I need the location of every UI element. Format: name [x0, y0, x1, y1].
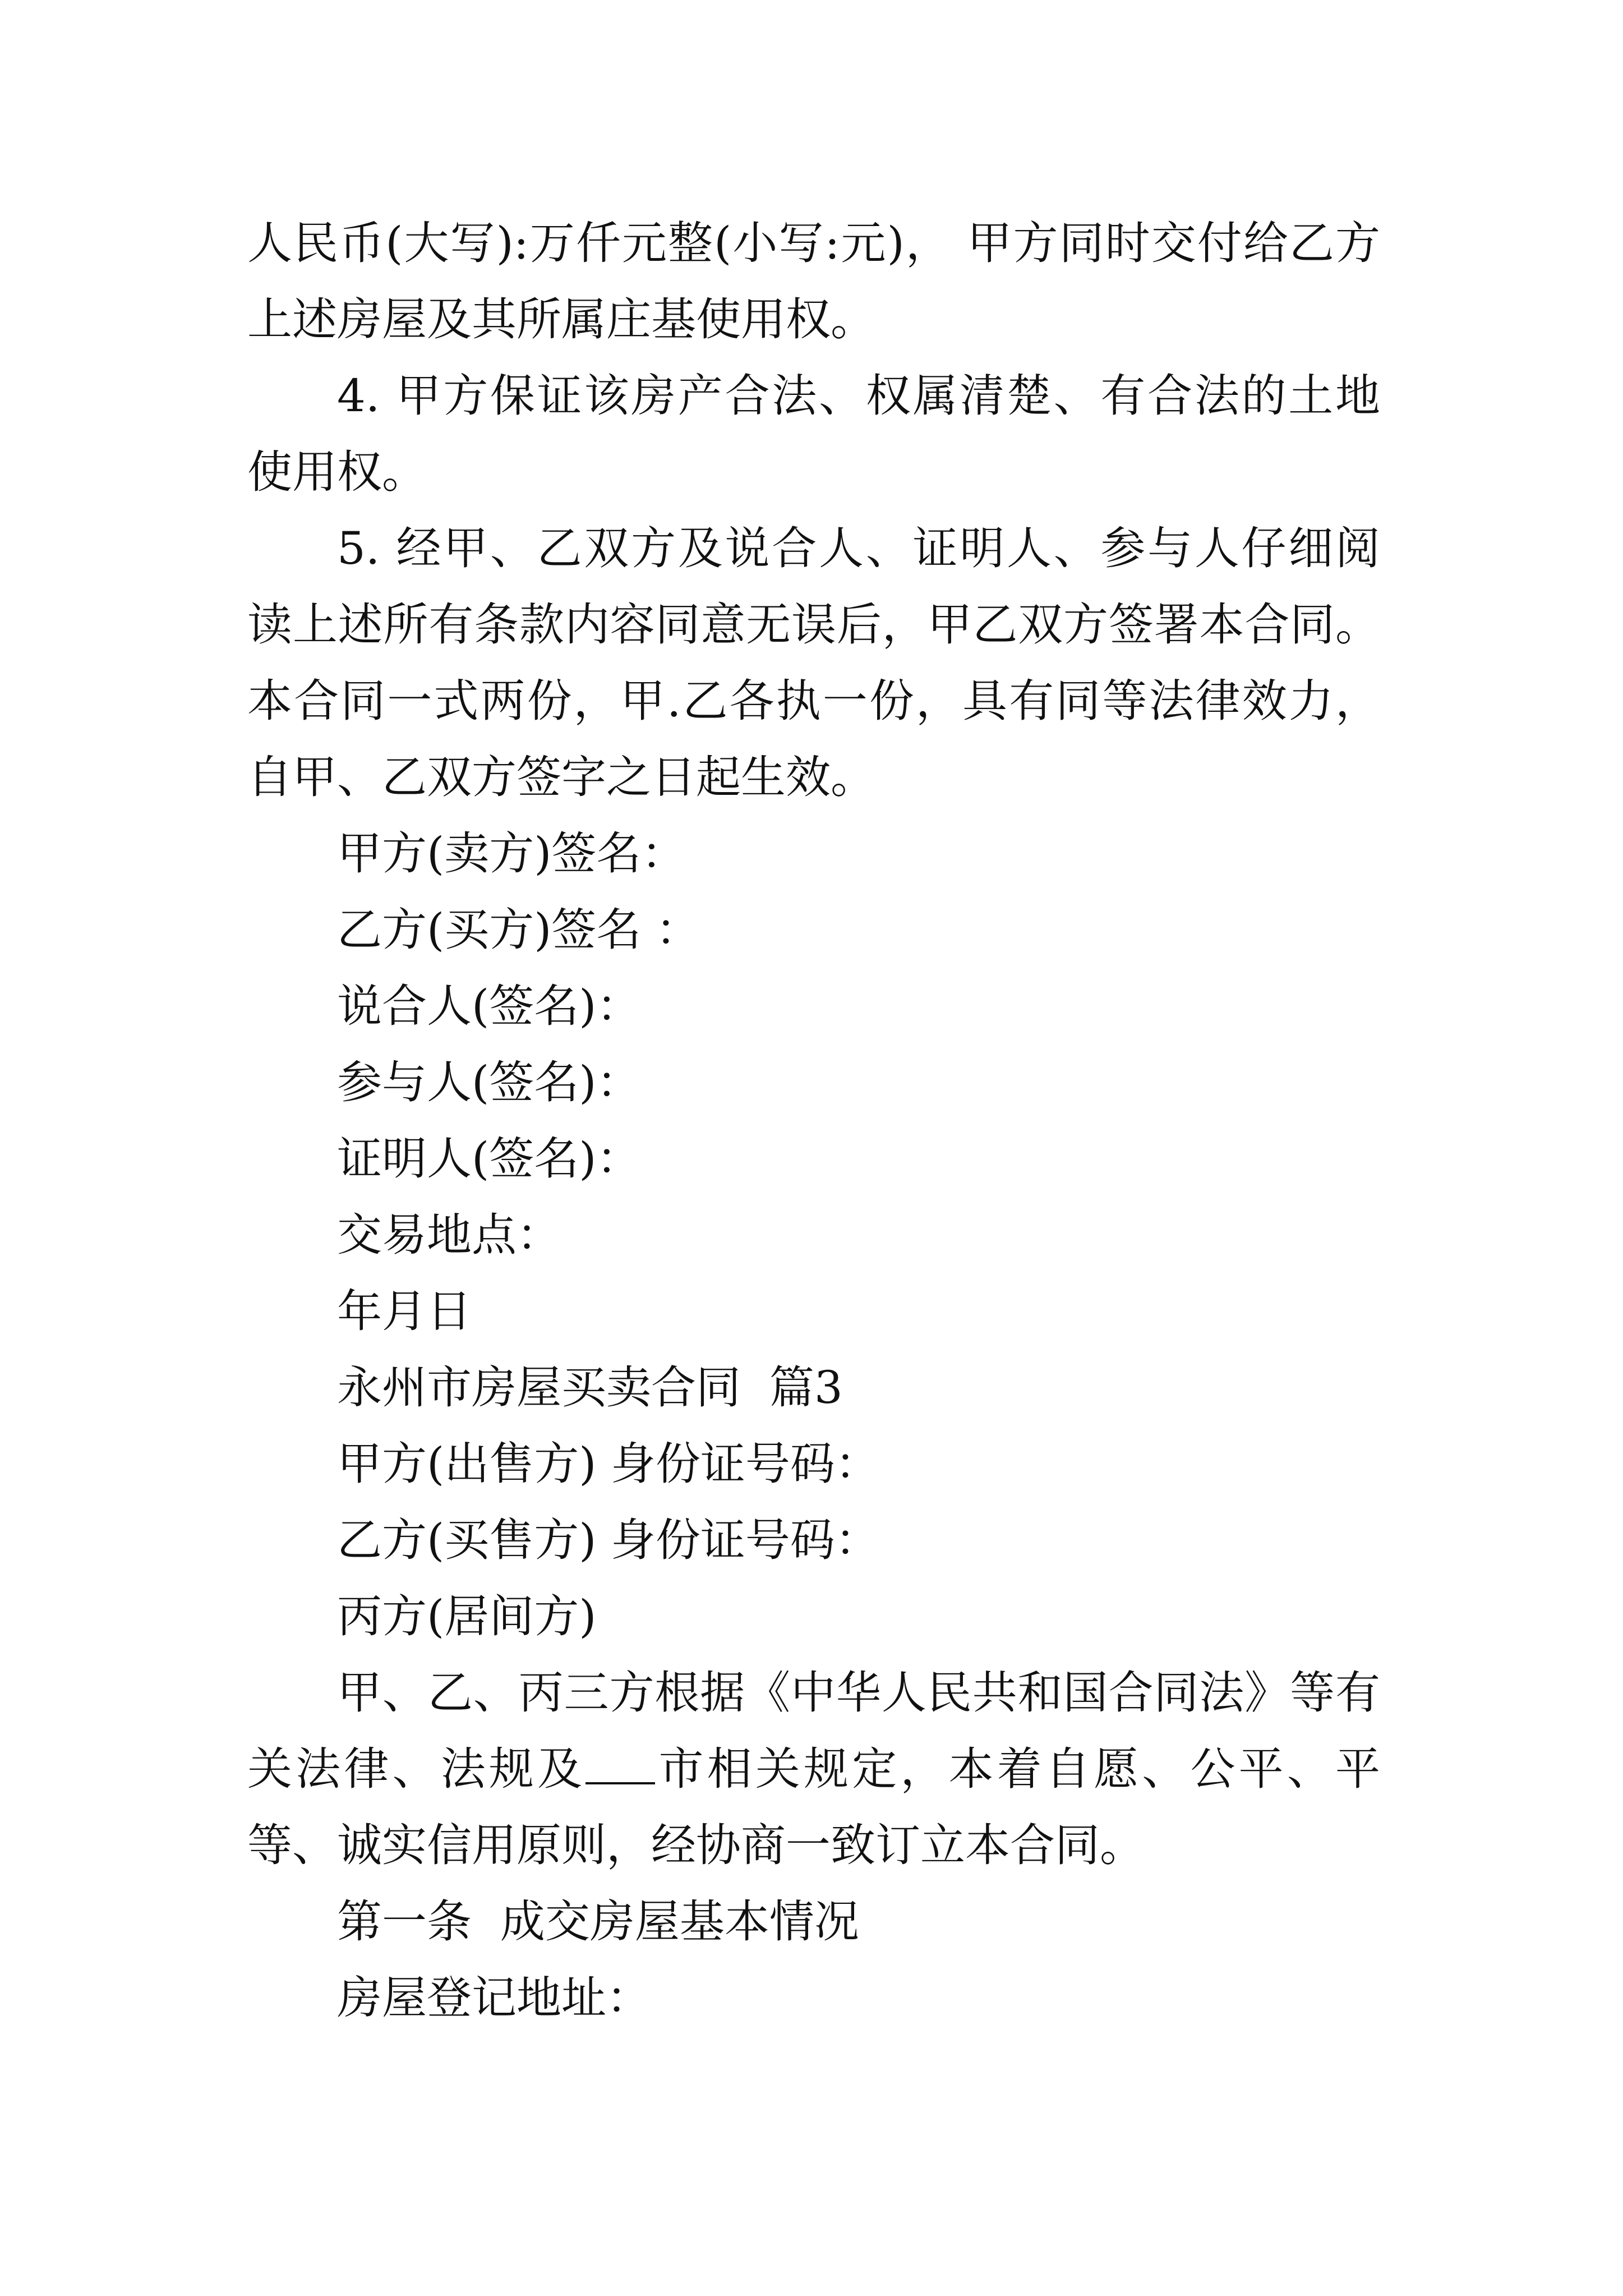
intermediary-signature-line: 说合人(签名)：: [337, 980, 642, 1032]
intro-paragraph: [247, 1655, 1380, 1884]
payment-paragraph: 人民币(大写):万仟元整(小写:元)， 甲方同时交付给乙方上述房屋及其所属庄基使用权。: [247, 217, 1380, 346]
clause-5-paragraph: 5. 经甲、乙双方及说合人、证明人、参与人仔细阅读上述所有条款内容同意无误后，甲乙双方签署本合同。本合同一式两份，甲.乙各执一份，具有同等法律效力，自甲、乙双方签字之日起生效。: [247, 522, 1380, 803]
party-b-line: 乙方(买售方) 身份证号码：: [337, 1514, 880, 1566]
intro-text-part2: 市相关规定，本着自愿、公平、平等、诚实信用原则，经协商一致订立本合同。: [247, 1743, 1381, 1871]
transaction-place-line: 交易地点：: [337, 1209, 561, 1261]
date-line: 年月日: [337, 1285, 472, 1337]
participant-signature-line: 参与人(签名)：: [337, 1056, 642, 1108]
seller-signature-line: 甲方(卖方)签名：: [337, 827, 686, 880]
witness-signature-line: 证明人(签名)：: [337, 1133, 642, 1185]
party-c-line: 丙方(居间方): [337, 1590, 597, 1642]
city-blank: [585, 1743, 655, 1784]
party-a-line: 甲方(出售方) 身份证号码：: [337, 1438, 880, 1490]
section-title: 永州市房屋买卖合同 篇3: [337, 1361, 843, 1414]
intro-text-part1: 甲、乙、丙三方根据《中华人民共和国合同法》等有关法律、法规及: [247, 1667, 1380, 1795]
buyer-signature-line: 乙方(买方)签名 ：: [337, 904, 700, 956]
document-body: [247, 205, 1380, 2036]
article-1-title: 第一条 成交房屋基本情况: [337, 1895, 859, 1948]
address-label: 房屋登记地址：: [337, 1972, 651, 2024]
clause-4-paragraph: 4. 甲方保证该房产合法、权属清楚、有合法的土地使用权。: [247, 370, 1380, 498]
